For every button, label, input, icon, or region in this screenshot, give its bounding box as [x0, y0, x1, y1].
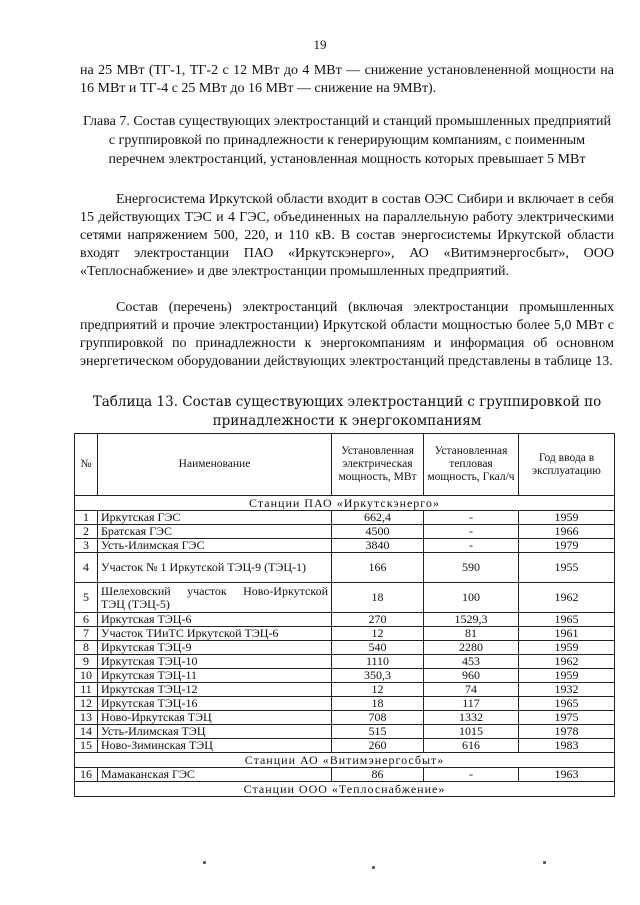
row-thermal: - — [424, 525, 519, 539]
row-num: 5 — [75, 583, 98, 613]
power-stations-table — [74, 433, 615, 797]
table-row — [75, 613, 615, 627]
row-name: Ново-Иркутская ТЭЦ — [98, 711, 332, 725]
row-year: 1983 — [519, 739, 615, 753]
row-thermal: 1529,3 — [424, 613, 519, 627]
table-caption: Таблица 13. Состав существующих электростанций с группировкой по принадлежности к энергокомпаниям — [92, 394, 602, 429]
row-year: 1962 — [519, 655, 615, 669]
row-thermal: - — [424, 511, 519, 525]
row-name: Ново-Зиминская ТЭЦ — [98, 739, 332, 753]
table-row — [75, 627, 615, 641]
row-num: 14 — [75, 725, 98, 739]
row-electric: 1110 — [332, 655, 424, 669]
row-thermal: 453 — [424, 655, 519, 669]
row-name: Усть-Илимская ТЭЦ — [98, 725, 332, 739]
row-num: 2 — [75, 525, 98, 539]
header-commissioning-year: Год ввода в эксплуатацию — [519, 434, 615, 496]
header-name: Наименование — [98, 434, 332, 496]
row-name: Мамаканская ГЭС — [98, 768, 332, 782]
table-row — [75, 711, 615, 725]
table-row — [75, 683, 615, 697]
row-electric: 260 — [332, 739, 424, 753]
row-name: Иркутская ТЭЦ-11 — [98, 669, 332, 683]
row-thermal: 1015 — [424, 725, 519, 739]
row-year: 1978 — [519, 725, 615, 739]
row-year: 1979 — [519, 539, 615, 553]
row-num: 8 — [75, 641, 98, 655]
row-year: 1959 — [519, 511, 615, 525]
row-electric: 12 — [332, 627, 424, 641]
row-electric: 540 — [332, 641, 424, 655]
table-row — [75, 539, 615, 553]
table-row — [75, 669, 615, 683]
paragraph-composition: Состав (перечень) электростанций (включая электростанции промышленных предприятий и прочие электростанции) Иркутской области мощностью более 5,0 МВт с группировкой по принадлежности к энергокомпаниям и информация об основном энергетическом оборудовании действующих электростанций представлены в таблице 13. — [80, 300, 614, 369]
row-year: 1966 — [519, 525, 615, 539]
table-row — [75, 525, 615, 539]
group-row — [75, 782, 615, 797]
row-thermal: 960 — [424, 669, 519, 683]
chapter-title: Глава 7. Состав существующих электростанций и станций промышленных предприятий с группировкой по принадлежности к генерирующим компаниям, с поименным перечнем электростанций, установленная мощность которых превышает 5 МВт — [82, 114, 612, 167]
header-num: № — [75, 434, 98, 496]
intro-text: на 25 МВт (ТГ-1, ТГ-2 с 12 МВт до 4 МВт — снижение установлененной мощности на 16 МВт и ТГ-4 с 25 МВт до 16 МВт — снижение на 9МВт). — [80, 63, 614, 96]
row-name: Иркутская ТЭЦ-12 — [98, 683, 332, 697]
row-electric: 18 — [332, 583, 424, 613]
row-electric: 86 — [332, 768, 424, 782]
row-electric: 3840 — [332, 539, 424, 553]
group-title: Станции ООО «Теплоснабжение» — [75, 782, 615, 797]
row-num: 11 — [75, 683, 98, 697]
table-row — [75, 725, 615, 739]
row-num: 4 — [75, 553, 98, 583]
row-electric: 662,4 — [332, 511, 424, 525]
header-electric-capacity: Установленная электрическая мощность, МВт — [332, 434, 424, 496]
scan-speck — [543, 861, 546, 864]
table-row — [75, 739, 615, 753]
row-thermal: 117 — [424, 697, 519, 711]
row-num: 12 — [75, 697, 98, 711]
row-thermal: 616 — [424, 739, 519, 753]
row-year: 1959 — [519, 669, 615, 683]
row-name: Участок № 1 Иркутской ТЭЦ-9 (ТЭЦ-1) — [98, 553, 332, 583]
row-name: Иркутская ТЭЦ-9 — [98, 641, 332, 655]
table-row — [75, 583, 615, 613]
row-electric: 12 — [332, 683, 424, 697]
row-thermal: 1332 — [424, 711, 519, 725]
paragraph-energy-system: Енергосистема Иркутской области входит в состав ОЭС Сибири и включает в себя 15 действующих ТЭС и 4 ГЭС, объединенных на параллельную работу электрическими сетями напряжением 500, 220, и 110 кВ. В состав энергосистемы Иркутской области входят электростанции ПАО «Иркутскэнерго», АО «Витимэнергосбыт», ООО «Теплоснабжение» и две электростанции промышленных предприятий. — [80, 192, 614, 279]
row-name: Иркутская ТЭЦ-16 — [98, 697, 332, 711]
row-name: Иркутская ТЭЦ-10 — [98, 655, 332, 669]
row-electric: 515 — [332, 725, 424, 739]
row-name: Усть-Илимская ГЭС — [98, 539, 332, 553]
group-row — [75, 753, 615, 768]
row-year: 1965 — [519, 613, 615, 627]
table-row — [75, 511, 615, 525]
row-year: 1955 — [519, 553, 615, 583]
group-title: Станции АО «Витимэнергосбыт» — [75, 753, 615, 768]
row-year: 1932 — [519, 683, 615, 697]
row-year: 1975 — [519, 711, 615, 725]
table-row — [75, 697, 615, 711]
table-row — [75, 768, 615, 782]
table-row — [75, 553, 615, 583]
row-num: 10 — [75, 669, 98, 683]
row-name: Шелеховский участок Ново-Иркутской ТЭЦ (ТЭЦ-5) — [98, 583, 332, 613]
row-name: Братская ГЭС — [98, 525, 332, 539]
row-thermal: 2280 — [424, 641, 519, 655]
header-thermal-capacity: Установленная тепловая мощность, Гкал/ч — [424, 434, 519, 496]
table-row — [75, 641, 615, 655]
row-year: 1965 — [519, 697, 615, 711]
row-num: 15 — [75, 739, 98, 753]
group-row — [75, 496, 615, 511]
group-title: Станции ПАО «Иркутскэнерго» — [75, 496, 615, 511]
row-num: 9 — [75, 655, 98, 669]
row-year: 1961 — [519, 627, 615, 641]
row-name: Участок ТИиТС Иркутской ТЭЦ-6 — [98, 627, 332, 641]
row-electric: 18 — [332, 697, 424, 711]
table-row — [75, 655, 615, 669]
row-num: 7 — [75, 627, 98, 641]
row-electric: 166 — [332, 553, 424, 583]
row-year: 1959 — [519, 641, 615, 655]
row-name: Иркутская ТЭЦ-6 — [98, 613, 332, 627]
row-num: 1 — [75, 511, 98, 525]
row-thermal: 74 — [424, 683, 519, 697]
scan-speck — [372, 866, 375, 869]
row-electric: 350,3 — [332, 669, 424, 683]
row-electric: 708 — [332, 711, 424, 725]
row-thermal: - — [424, 768, 519, 782]
row-thermal: 100 — [424, 583, 519, 613]
row-electric: 270 — [332, 613, 424, 627]
row-year: 1963 — [519, 768, 615, 782]
row-num: 6 — [75, 613, 98, 627]
row-thermal: 590 — [424, 553, 519, 583]
row-thermal: 81 — [424, 627, 519, 641]
page-number: 19 — [313, 37, 327, 52]
row-num: 16 — [75, 768, 98, 782]
row-thermal: - — [424, 539, 519, 553]
scan-speck — [203, 861, 206, 864]
row-num: 3 — [75, 539, 98, 553]
row-num: 13 — [75, 711, 98, 725]
row-electric: 4500 — [332, 525, 424, 539]
row-name: Иркутская ГЭС — [98, 511, 332, 525]
row-year: 1962 — [519, 583, 615, 613]
